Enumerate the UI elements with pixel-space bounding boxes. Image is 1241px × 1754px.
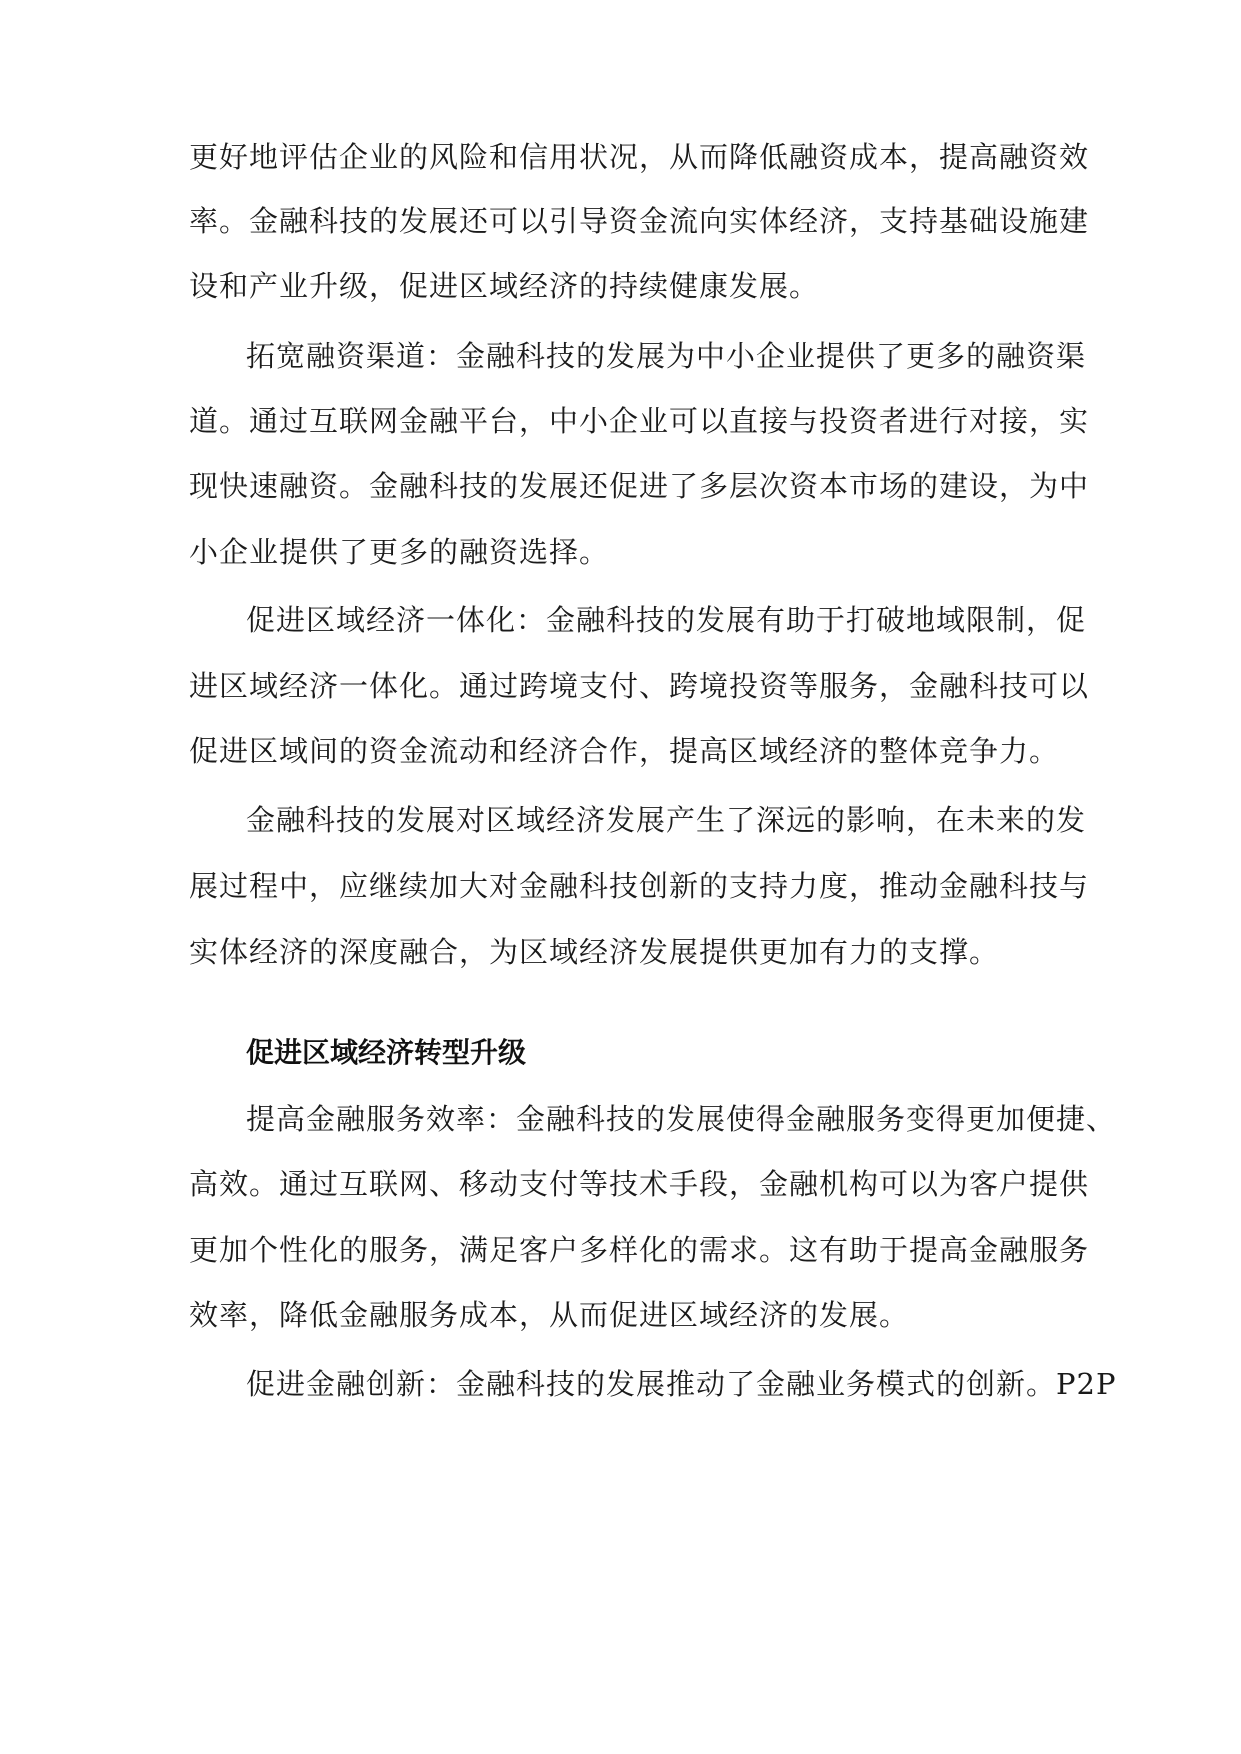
paragraph-3-line-2: 进区域经济一体化。通过跨境支付、跨境投资等服务，金融科技可以 bbox=[189, 669, 1090, 703]
paragraph-1-line-2: 率。金融科技的发展还可以引导资金流向实体经济，支持基础设施建 bbox=[189, 204, 1090, 238]
paragraph-2-line-2: 道。通过互联网金融平台，中小企业可以直接与投资者进行对接，实 bbox=[189, 404, 1090, 438]
paragraph-5-line-3: 更加个性化的服务，满足客户多样化的需求。这有助于提高金融服务 bbox=[189, 1233, 1090, 1267]
paragraph-2-line-3: 现快速融资。金融科技的发展还促进了多层次资本市场的建设，为中 bbox=[189, 469, 1090, 503]
paragraph-3-line-3: 促进区域间的资金流动和经济合作，提高区域经济的整体竞争力。 bbox=[189, 734, 1060, 768]
paragraph-5-line-1: 提高金融服务效率：金融科技的发展使得金融服务变得更加便捷、 bbox=[246, 1102, 1117, 1136]
paragraph-5-line-4: 效率，降低金融服务成本，从而促进区域经济的发展。 bbox=[189, 1298, 910, 1332]
paragraph-4-line-1: 金融科技的发展对区域经济发展产生了深远的影响，在未来的发 bbox=[246, 803, 1087, 837]
paragraph-4-line-3: 实体经济的深度融合，为区域经济发展提供更加有力的支撑。 bbox=[189, 935, 1000, 969]
paragraph-1-line-3: 设和产业升级，促进区域经济的持续健康发展。 bbox=[189, 269, 820, 303]
paragraph-2-line-4: 小企业提供了更多的融资选择。 bbox=[189, 535, 610, 569]
paragraph-3-line-1: 促进区域经济一体化：金融科技的发展有助于打破地域限制，促 bbox=[246, 603, 1087, 637]
section-heading: 促进区域经济转型升级 bbox=[246, 1036, 527, 1069]
paragraph-6-line-1: 促进金融创新：金融科技的发展推动了金融业务模式的创新。P2P bbox=[246, 1367, 1117, 1401]
paragraph-2-line-1: 拓宽融资渠道：金融科技的发展为中小企业提供了更多的融资渠 bbox=[246, 339, 1087, 373]
paragraph-1-line-1: 更好地评估企业的风险和信用状况，从而降低融资成本，提高融资效 bbox=[189, 140, 1090, 174]
paragraph-4-line-2: 展过程中，应继续加大对金融科技创新的支持力度，推动金融科技与 bbox=[189, 869, 1090, 903]
paragraph-5-line-2: 高效。通过互联网、移动支付等技术手段，金融机构可以为客户提供 bbox=[189, 1167, 1090, 1201]
